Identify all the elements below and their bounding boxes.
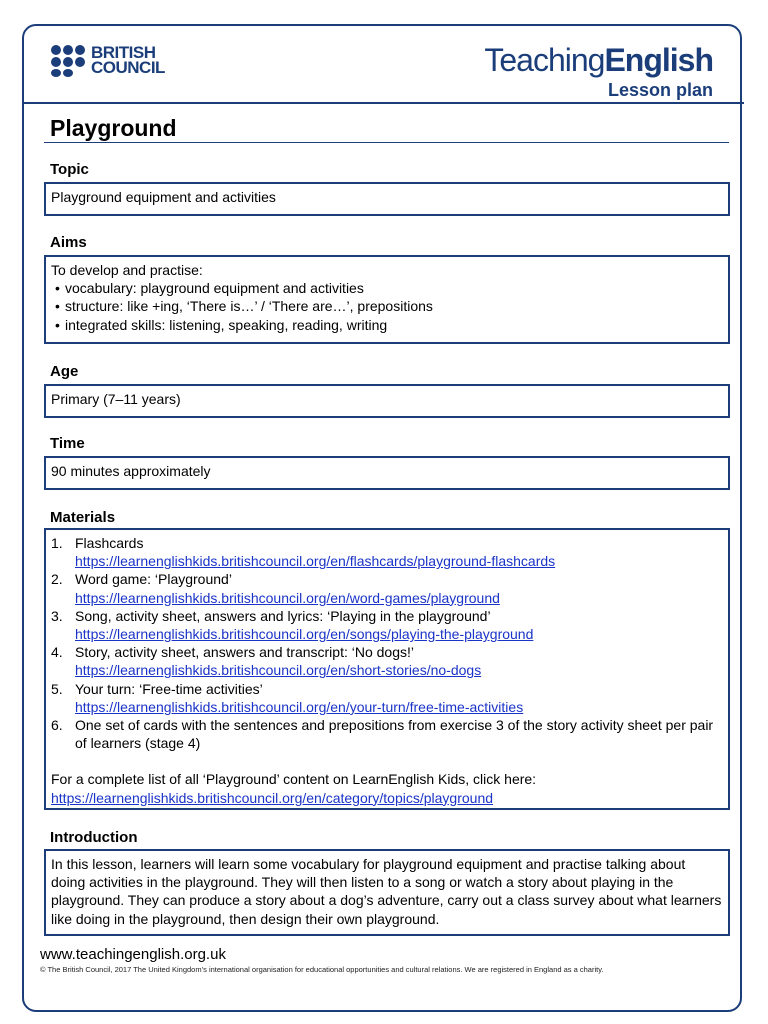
footer-website: www.teachingenglish.org.uk (40, 946, 226, 963)
material-label: Word game: ‘Playground’ (75, 571, 232, 588)
british-council-logo (50, 43, 165, 77)
topic-text: Playground equipment and activities (51, 189, 276, 205)
material-label: Song, activity sheet, answers and lyrics: ‘Playing in the playground’ (75, 607, 491, 624)
brand-english: English (604, 42, 713, 78)
title-divider (44, 142, 729, 143)
materials-list (51, 534, 723, 752)
topic-box (44, 182, 730, 216)
header-divider (22, 102, 744, 104)
material-number: 5. (51, 680, 63, 697)
material-label: Story, activity sheet, answers and transcript: ‘No dogs!’ (75, 644, 414, 661)
age-box (44, 384, 730, 418)
material-item (51, 643, 723, 679)
material-number: 3. (51, 607, 63, 624)
material-number: 2. (51, 571, 63, 588)
aims-item: • vocabulary: playground equipment and activities (51, 279, 723, 297)
logo-line2: COUNCIL (91, 58, 165, 77)
logo-dots-icon (50, 43, 86, 77)
story-link[interactable]: https://learnenglishkids.britishcouncil.org/en/short-stories/no-dogs (75, 662, 482, 679)
complete-list-link[interactable]: https://learnenglishkids.britishcouncil.org/en/category/topics/playground (51, 789, 494, 806)
age-heading: Age (50, 363, 79, 380)
introduction-text: In this lesson, learners will learn some vocabulary for playground equipment and practise talking about doing activities in the playground. They will then listen to a song or watch a story about playing in the playground. They can produce a story about a dog’s adventure, carry out a class survey about what learners like doing in the playground, then design their own playground. (51, 856, 722, 927)
flashcards-link[interactable]: https://learnenglishkids.britishcouncil.org/en/flashcards/playground-flashcards (75, 553, 556, 570)
topic-heading: Topic (50, 161, 89, 178)
aims-item: • integrated skills: listening, speaking, reading, writing (51, 316, 723, 334)
material-label: Flashcards (75, 535, 144, 551)
time-box (44, 456, 730, 490)
introduction-heading: Introduction (50, 829, 138, 846)
age-text: Primary (7–11 years) (51, 391, 181, 407)
time-heading: Time (50, 435, 85, 452)
lesson-plan-label: Lesson plan (607, 80, 713, 100)
materials-box (44, 528, 730, 810)
aims-item: • structure: like +ing, ‘There is…’ / ‘There are…’, prepositions (51, 297, 723, 315)
your-turn-link[interactable]: https://learnenglishkids.britishcouncil.org/en/your-turn/free-time-activities (75, 698, 524, 715)
material-label: Your turn: ‘Free-time activities’ (75, 680, 263, 697)
introduction-box (44, 849, 730, 936)
material-item (51, 607, 723, 643)
word-game-link[interactable]: https://learnenglishkids.britishcouncil.org/en/word-games/playground (75, 589, 500, 606)
aims-list (51, 279, 723, 334)
logo-line1: BRITISH (91, 43, 156, 62)
material-number: 4. (51, 644, 63, 661)
teaching-english-brand (484, 42, 713, 101)
complete-list-text: For a complete list of all ‘Playground’ content on LearnEnglish Kids, click here: (51, 771, 537, 788)
aims-box (44, 255, 730, 344)
material-number: 6. (51, 717, 63, 734)
aims-heading: Aims (50, 234, 87, 251)
materials-heading: Materials (50, 509, 116, 526)
brand-teaching: Teaching (484, 42, 605, 78)
footer-copyright: © The British Council, 2017 The United Kingdom’s international organisation for educational opportunities and cultural relations. We are registered in England as a charity. (40, 965, 604, 974)
logo-wordmark (91, 45, 165, 75)
material-item (51, 716, 723, 752)
teaching-english-wordmark (484, 42, 713, 78)
material-item (51, 534, 723, 570)
material-label: One set of cards with the sentences and prepositions from exercise 3 of the story activity sheet per pair of learners (stage 4) (75, 717, 714, 752)
material-item (51, 680, 723, 716)
material-number: 1. (51, 535, 63, 551)
song-link[interactable]: https://learnenglishkids.britishcouncil.org/en/songs/playing-the-playground (75, 626, 534, 643)
time-text: 90 minutes approximately (51, 463, 211, 479)
aims-intro: To develop and practise: (51, 262, 203, 278)
material-item (51, 570, 723, 606)
page-title: Playground (50, 115, 177, 141)
